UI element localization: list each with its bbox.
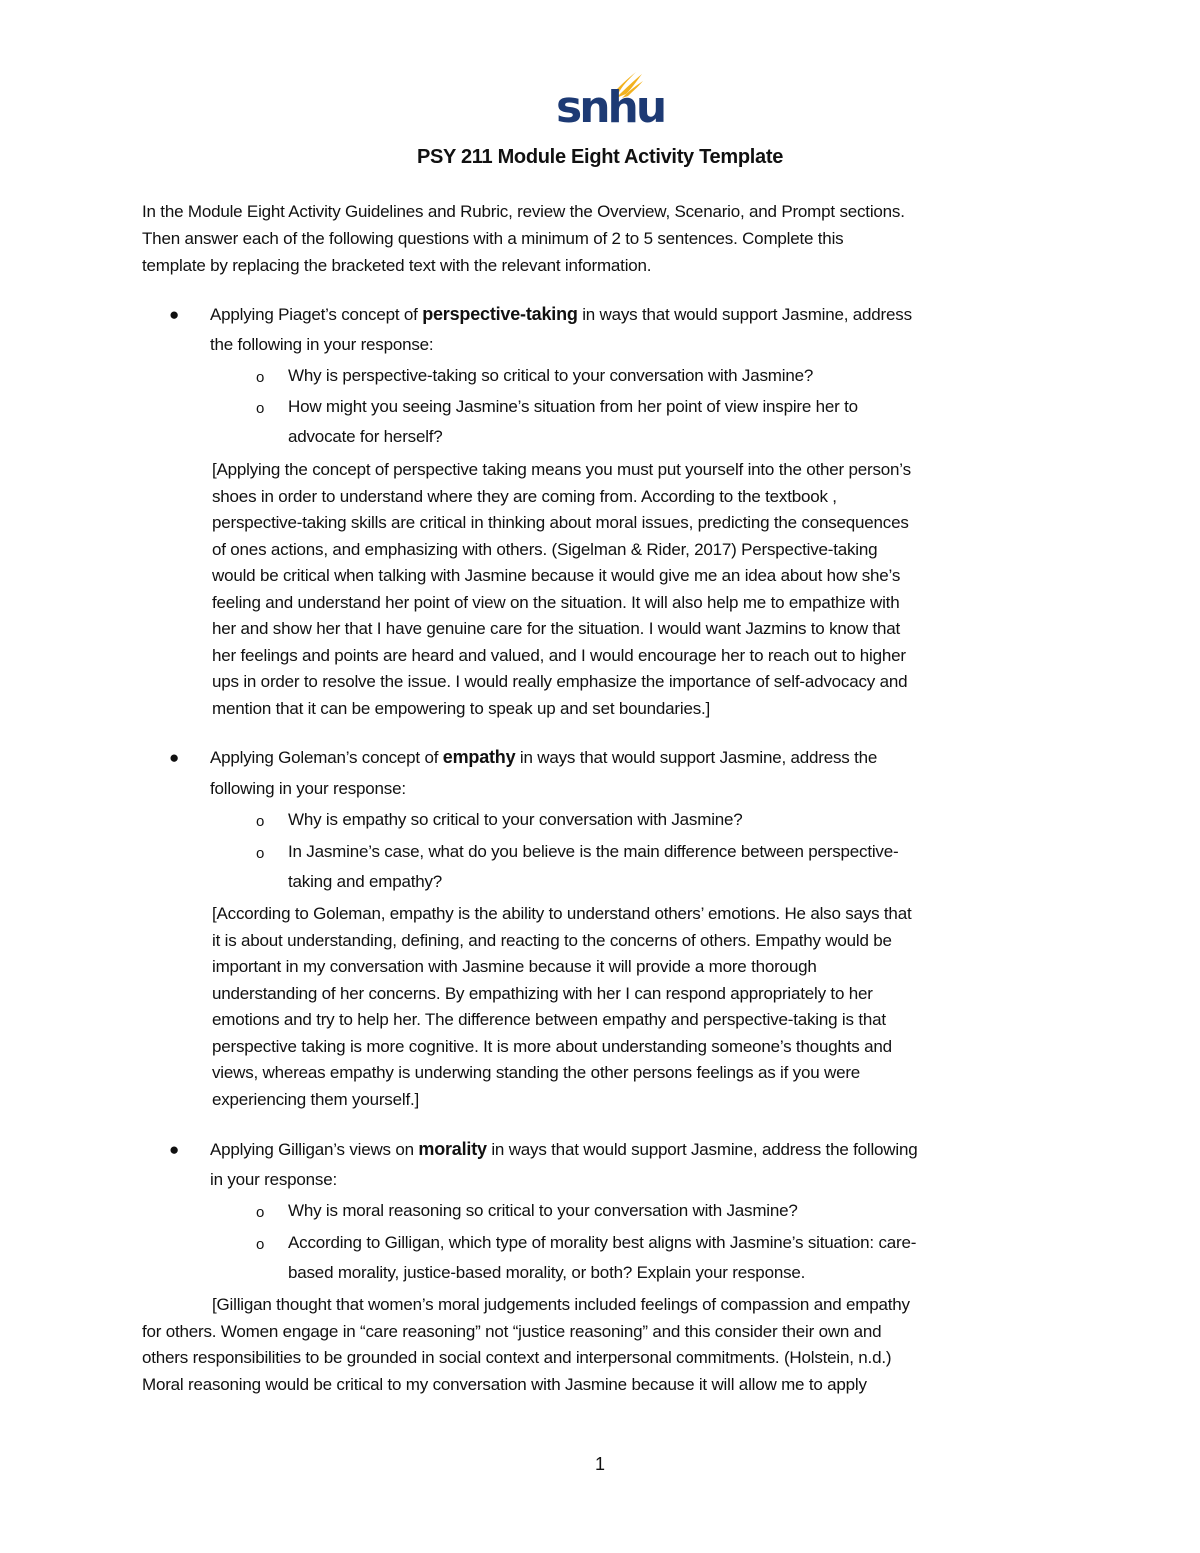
response-paragraph bbox=[212, 901, 911, 1113]
bullet-icon: ● bbox=[169, 1140, 180, 1159]
intro-line: template by replacing the bracketed text with the relevant information. bbox=[142, 256, 652, 275]
question-1: Why is empathy so critical to your conversation with Jasmine? bbox=[288, 810, 743, 829]
question-2-line-1: How might you seeing Jasmine’s situation from her point of view inspire her to bbox=[288, 397, 858, 416]
snhu-logo bbox=[556, 72, 665, 134]
bullet-term: perspective-taking bbox=[422, 304, 578, 324]
response-line: shoes in order to understand where they are coming from. According to the textbook , bbox=[212, 486, 837, 506]
response-line: perspective taking is more cognitive. It is more about understanding someone’s thoughts and bbox=[212, 1036, 892, 1056]
sub-bullet-icon: o bbox=[256, 369, 265, 386]
bullet-text-before: Applying Piaget’s concept of bbox=[210, 305, 423, 324]
response-line: mention that it can be empowering to speak up and set boundaries.] bbox=[212, 698, 711, 718]
response-line: of ones actions, and emphasizing with others. (Sigelman & Rider, 2017) Perspective-taking bbox=[212, 539, 878, 559]
response-line: views, whereas empathy is underwing standing the other persons feelings as if you were bbox=[212, 1063, 861, 1082]
response-line: Moral reasoning would be critical to my conversation with Jasmine because it will allow me to apply bbox=[142, 1374, 867, 1394]
response-line: feeling and understand her point of view on the situation. It will also help me to empathize with bbox=[212, 592, 900, 612]
question-2-line-2: advocate for herself? bbox=[288, 427, 443, 446]
response-line: emotions and try to help her. The difference between empathy and perspective-taking is that bbox=[212, 1010, 886, 1029]
bullet-text-after: in ways that would support Jasmine, address bbox=[577, 305, 912, 324]
bullet-text-before: Applying Goleman’s concept of bbox=[210, 748, 443, 767]
response-line: experiencing them yourself.] bbox=[212, 1089, 420, 1109]
response-line: her feelings and points are heard and valued, and I would encourage her to reach out to higher bbox=[212, 645, 906, 665]
question-2-line-1: In Jasmine’s case, what do you believe is the main difference between perspective- bbox=[288, 842, 899, 861]
bullet-prompt bbox=[210, 1139, 917, 1160]
sub-bullet-icon: o bbox=[256, 400, 265, 417]
bullet-text-before: Applying Gilligan’s views on bbox=[210, 1140, 419, 1159]
question-1: Why is moral reasoning so critical to your conversation with Jasmine? bbox=[288, 1201, 798, 1220]
bullet-icon: ● bbox=[169, 305, 180, 324]
response-line: her and show her that I have genuine care for the situation. I would want Jazmins to know that bbox=[212, 619, 901, 638]
response-line: for others. Women engage in “care reasoning” not “justice reasoning” and this consider their own and bbox=[142, 1321, 882, 1341]
page-number: 1 bbox=[594, 1454, 605, 1474]
response-line: it is about understanding, defining, and reacting to the concerns of others. Empathy would be bbox=[212, 930, 892, 950]
logo-text: snhu bbox=[556, 82, 665, 133]
bullet-prompt bbox=[210, 304, 912, 325]
bullet-continuation: following in your response: bbox=[210, 779, 406, 798]
question-1: Why is perspective-taking so critical to your conversation with Jasmine? bbox=[288, 366, 814, 385]
response-line: [Gilligan thought that women’s moral judgements included feelings of compassion and empathy bbox=[212, 1295, 910, 1314]
bullet-continuation: the following in your response: bbox=[210, 335, 434, 354]
bullet-term: morality bbox=[418, 1139, 487, 1159]
question-2-line-2: taking and empathy? bbox=[288, 872, 443, 891]
response-paragraph bbox=[212, 457, 911, 722]
sub-bullet-icon: o bbox=[256, 1236, 265, 1253]
bullet-text-after: in ways that would support Jasmine, address the following bbox=[486, 1140, 918, 1159]
bullet-icon: ● bbox=[169, 748, 180, 767]
response-line: others responsibilities to be grounded in social context and interpersonal commitments. (Holstein, n.d.) bbox=[142, 1348, 892, 1367]
bullet-continuation: in your response: bbox=[210, 1170, 338, 1189]
sub-bullet-icon: o bbox=[256, 845, 265, 862]
question-2-line-1: According to Gilligan, which type of morality best aligns with Jasmine’s situation: care- bbox=[288, 1233, 917, 1252]
sub-bullet-icon: o bbox=[256, 1204, 265, 1221]
question-2-line-2: based morality, justice-based morality, or both? Explain your response. bbox=[288, 1263, 806, 1282]
bullet-term: empathy bbox=[442, 747, 516, 767]
response-line: perspective-taking skills are critical in thinking about moral issues, predicting the consequences bbox=[212, 513, 909, 532]
response-line: would be critical when talking with Jasmine because it would give me an idea about how she’s bbox=[212, 566, 901, 585]
response-line: important in my conversation with Jasmine because it will provide a more thorough bbox=[212, 957, 817, 976]
response-line: understanding of her concerns. By empathizing with her I can respond appropriately to her bbox=[212, 983, 873, 1003]
bullet-text-after: in ways that would support Jasmine, address the bbox=[515, 748, 878, 767]
document-title: PSY 211 Module Eight Activity Template bbox=[416, 146, 784, 168]
bullet-prompt bbox=[210, 747, 877, 768]
response-line: [According to Goleman, empathy is the ability to understand others’ emotions. He also says that bbox=[212, 904, 912, 923]
response-paragraph bbox=[142, 1292, 910, 1398]
intro-paragraph bbox=[142, 198, 1072, 279]
response-line: [Applying the concept of perspective taking means you must put yourself into the other person’s bbox=[212, 460, 911, 479]
sub-bullet-icon: o bbox=[256, 813, 265, 830]
intro-line: In the Module Eight Activity Guidelines and Rubric, review the Overview, Scenario, and Prompt sections. bbox=[142, 202, 905, 221]
intro-line: Then answer each of the following questions with a minimum of 2 to 5 sentences. Complete this bbox=[142, 229, 844, 248]
response-line: ups in order to resolve the issue. I would really emphasize the importance of self-advocacy and bbox=[212, 672, 908, 691]
